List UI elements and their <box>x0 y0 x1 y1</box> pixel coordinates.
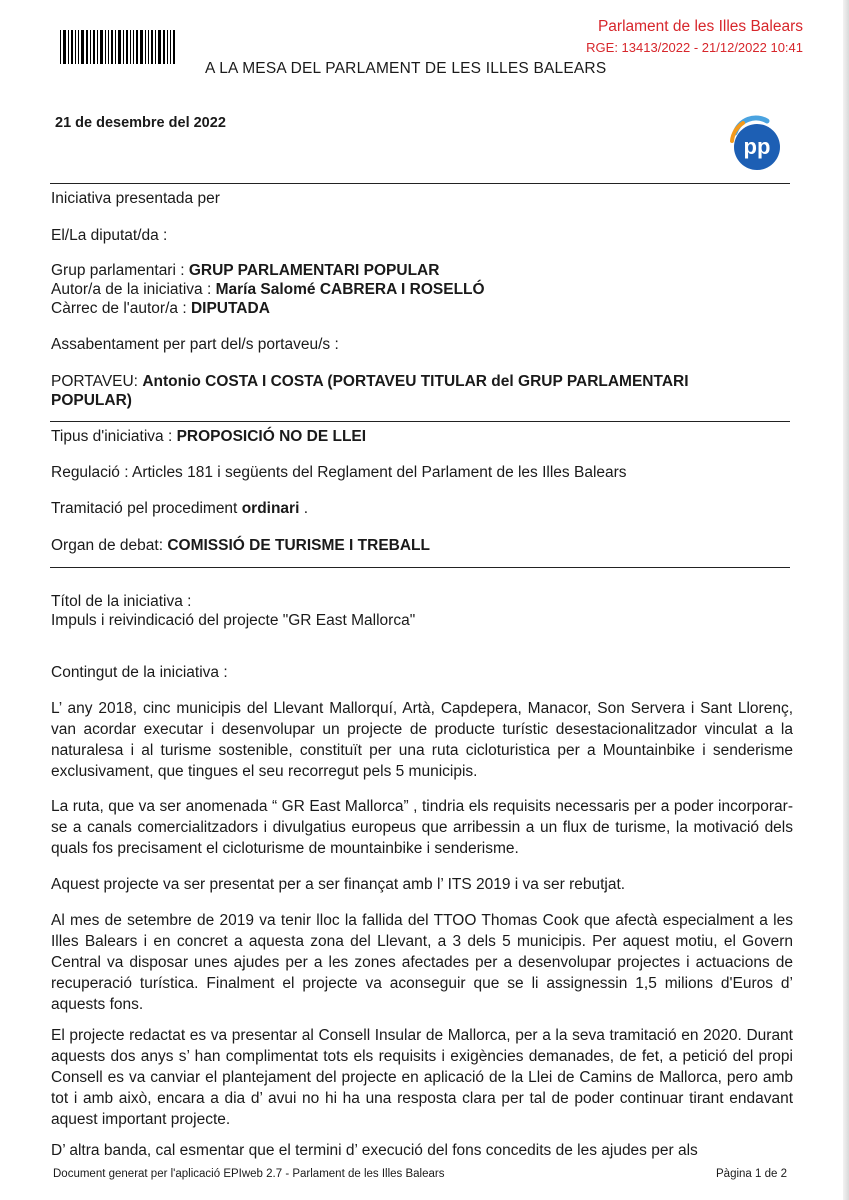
logo-text: pp <box>743 134 771 159</box>
page-edge <box>843 0 849 1200</box>
barcode-bar <box>63 30 66 64</box>
barcode-bar <box>111 30 113 64</box>
barcode-bar <box>97 30 98 64</box>
barcode-bar <box>123 30 124 64</box>
procedure-value: ordinari <box>241 500 300 517</box>
type-label: Tipus d'iniciativa : <box>51 428 173 445</box>
paragraph: El projecte redactat es va presentar al Consell Insular de Mallorca, per a la seva tramitació en 2020. Durant aquests dos anys s’ han complimentat tots els requisits i exigències demanades, de fet, a petició del propi Consell es va canviar el plantejament del projecte en aplicació de la Llei de Camins de Mallorca, pero amb tot i amb això, encara a dia d’ avui no hi ha una resposta clara per tal de poder continuar tirant endavant aquest important projecte. <box>51 1027 793 1128</box>
barcode-bar <box>163 30 165 64</box>
barcode-bar <box>130 30 131 64</box>
title-label: Títol de la iniciativa : <box>51 593 192 610</box>
barcode-bar <box>81 30 84 64</box>
role-value: DIPUTADA <box>190 300 270 317</box>
barcode-bar <box>148 30 149 64</box>
type-value: PROPOSICIÓ NO DE LLEI <box>176 428 367 445</box>
document-date: 21 de desembre del 2022 <box>55 115 226 131</box>
spokesperson-row <box>51 373 791 391</box>
page-number: Pàgina 1 de 2 <box>716 1168 787 1180</box>
paragraph: La ruta, que va ser anomenada “ GR East Mallorca” , tindria els requisits necessaris per a poder incorporar-se a canals comercialitzadors i divulgatius europeus que arribessin a un flux de turisme, la motivació dels quals fos precisament el cicloturisme de mountainbike i senderisme. <box>51 798 793 857</box>
pp-party-logo-icon <box>727 115 783 171</box>
spokesperson-value: Antonio COSTA I COSTA (PORTAVEU TITULAR del GRUP PARLAMENTARI <box>142 373 689 390</box>
barcode-bar <box>170 30 171 64</box>
barcode-bar <box>100 30 103 64</box>
barcode-bar <box>158 30 161 64</box>
barcode-bar <box>126 30 128 64</box>
group-value: GRUP PARLAMENTARI POPULAR <box>188 262 440 279</box>
divider <box>50 421 790 422</box>
barcode-bar <box>60 30 61 64</box>
paragraph: L’ any 2018, cinc municipis del Llevant Mallorquí, Artà, Capdepera, Manacor, Son Servera i Sant Llorenç, van acordar executar i desenvolupar un projecte de producte turístic desestacionalitzador vinculat a la naturalesa i al turisme sostenible, constituït per una ruta cicloturistica per a Mountainbike i senderisme exclusivament, que tingues el seu recorregut pels 5 municipis. <box>51 700 793 780</box>
registry-number: RGE: 13413/2022 - 21/12/2022 10:41 <box>586 40 803 55</box>
barcode-bar <box>151 30 153 64</box>
barcode-bar <box>105 30 106 64</box>
barcode-bar <box>71 30 73 64</box>
procedure-end: . <box>303 500 309 517</box>
role-row <box>51 300 791 318</box>
paragraph: D’ altra banda, cal esmentar que el termini d’ execució del fons concedits de les ajudes per als <box>51 1142 698 1159</box>
divider <box>50 183 790 184</box>
parliament-name: Parlament de les Illes Balears <box>597 18 803 35</box>
regulation: Regulació : Articles 181 i següents del Reglament del Parlament de les Illes Balears <box>51 464 627 481</box>
barcode-bar <box>86 30 88 64</box>
barcode-bar <box>145 30 146 64</box>
barcode-bar <box>90 30 91 64</box>
consent-label: Assabentament per part del/s portaveu/s : <box>51 336 339 353</box>
paragraph: Al mes de setembre de 2019 va tenir lloc la fallida del TTOO Thomas Cook que afectà especialment a les Illes Balears i en concret a aquesta zona del Llevant, a 3 dels 5 municipis. Per aquest motiu, el Govern Central va disposar unes ajudes per a les zones afectades per a desenvolupar projectes i actuacions de recuperació turística. Finalment el projecte va aconseguir que se li assignessin 1,5 milions d'Euros d’ aquests fons. <box>51 912 793 1013</box>
spokesperson-value-cont: POPULAR) <box>51 392 132 409</box>
barcode-bar <box>75 30 76 64</box>
registry-stamp <box>586 16 803 58</box>
organ-label: Organ de debat: <box>51 537 164 554</box>
divider <box>50 567 790 568</box>
barcode-bar <box>173 30 175 64</box>
barcode-bar <box>136 30 138 64</box>
addressee: A LA MESA DEL PARLAMENT DE LES ILLES BALEARS <box>205 60 607 77</box>
title-value: Impuls i reivindicació del projecte "GR East Mallorca" <box>51 612 416 629</box>
type-row <box>51 428 791 446</box>
deputy-label: El/La diputat/da : <box>51 227 168 244</box>
procedure-label: Tramitació pel procediment <box>51 500 238 517</box>
role-label: Càrrec de l'autor/a : <box>51 300 187 317</box>
barcode-bar <box>133 30 134 64</box>
organ-row <box>51 537 791 555</box>
spokesperson-label: PORTAVEU: <box>51 373 138 390</box>
group-label: Grup parlamentari : <box>51 262 185 279</box>
barcode-bar <box>118 30 121 64</box>
barcode-bar <box>68 30 69 64</box>
barcode-bar <box>140 30 143 64</box>
barcode-bar <box>93 30 95 64</box>
presented-by: Iniciativa presentada per <box>51 190 220 207</box>
author-label: Autor/a de la iniciativa : <box>51 281 212 298</box>
barcode-bar <box>167 30 168 64</box>
footer-generated: Document generat per l'aplicació EPIweb 2.7 - Parlament de les Illes Balears <box>53 1168 445 1180</box>
author-row <box>51 281 791 299</box>
organ-value: COMISSIÓ DE TURISME I TREBALL <box>167 537 430 554</box>
group-row <box>51 262 791 280</box>
barcode-bar <box>115 30 116 64</box>
barcode-bar <box>78 30 79 64</box>
barcode <box>60 30 190 64</box>
procedure-row <box>51 500 791 518</box>
barcode-bar <box>155 30 156 64</box>
content-label: Contingut de la iniciativa : <box>51 664 228 681</box>
author-value: María Salomé CABRERA I ROSELLÓ <box>215 281 485 298</box>
barcode-bar <box>108 30 109 64</box>
spokesperson-row-cont <box>51 392 791 410</box>
paragraph: Aquest projecte va ser presentat per a ser finançat amb l’ ITS 2019 i va ser rebutjat. <box>51 876 626 893</box>
